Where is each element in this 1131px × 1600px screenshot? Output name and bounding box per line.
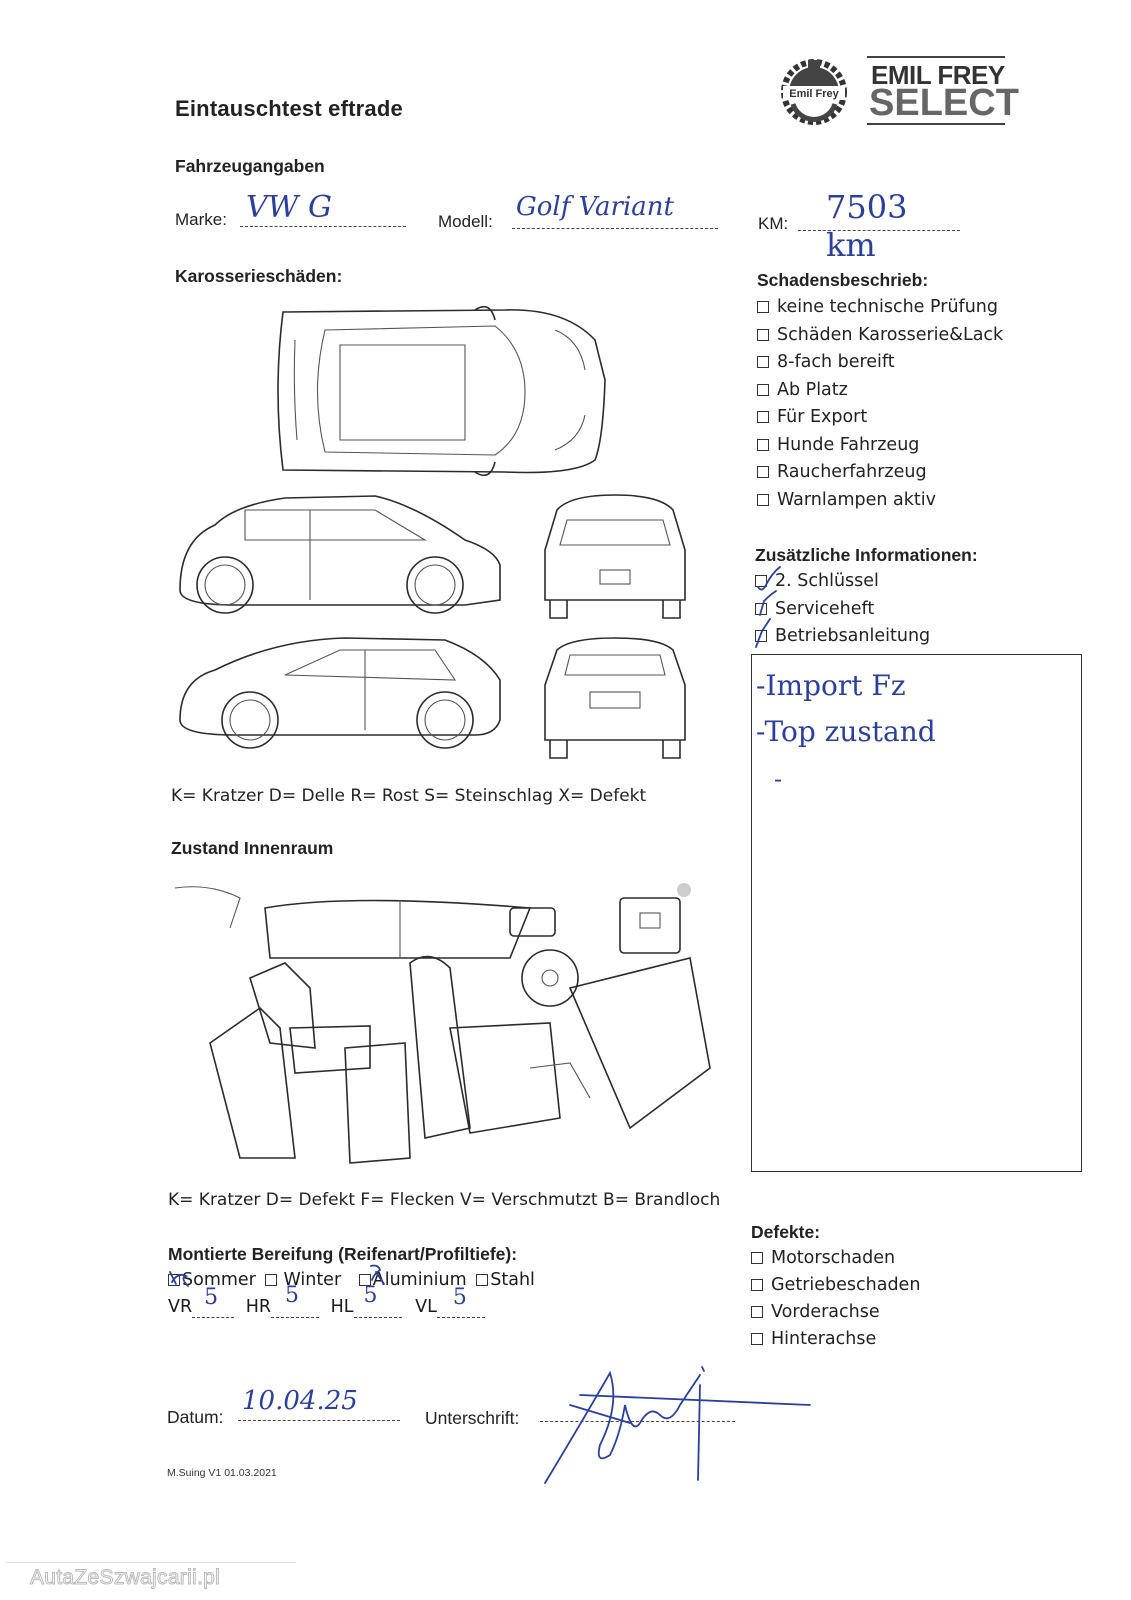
checkbox-schaeden-karosserie-lack[interactable] — [757, 325, 1003, 353]
checkbox-keine-technische-pruefung[interactable] — [757, 297, 1003, 325]
make-field[interactable] — [240, 190, 406, 230]
tire-type-label: Aluminium — [372, 1270, 467, 1290]
checkbox-hinterachse[interactable] — [751, 1329, 920, 1356]
model-value: Golf Variant — [516, 192, 674, 222]
checkbox-label: Hinterachse — [771, 1329, 877, 1349]
emil-frey-emblem-icon — [775, 52, 853, 126]
interior-legend: K= Kratzer D= Defekt F= Flecken V= Verschmutzt B= Brandloch — [168, 1190, 721, 1210]
tire-depth-vr[interactable] — [168, 1285, 234, 1317]
checkbox-icon[interactable] — [751, 1252, 763, 1264]
checkbox-label: Ab Platz — [777, 379, 848, 400]
note-line: - — [774, 765, 783, 793]
checkbox-label: Warnlampen aktiv — [777, 489, 936, 510]
checkbox-icon[interactable] — [757, 411, 769, 423]
car-body-diagram[interactable] — [175, 300, 715, 780]
checkbox-icon[interactable] — [757, 384, 769, 396]
body-damage-label: Karosserieschäden: — [175, 266, 343, 286]
brand-line-1: EMIL FREY — [871, 60, 1005, 90]
checkbox-label: Schäden Karosserie&Lack — [777, 324, 1004, 345]
tire-depth-vl[interactable] — [415, 1285, 485, 1317]
km-label: KM: — [758, 214, 789, 233]
checkbox-icon[interactable] — [751, 1333, 763, 1345]
checkbox-label: Vorderachse — [771, 1302, 880, 1322]
defects-section-label: Defekte: — [751, 1222, 821, 1242]
car-side-view-left[interactable] — [180, 638, 500, 748]
model-label: Modell: — [438, 212, 493, 231]
car-front-view[interactable] — [545, 495, 685, 618]
checkbox-motorschaden[interactable] — [751, 1248, 920, 1275]
tire-type-handwritten-marks-icon — [166, 1262, 386, 1292]
checkbox-hunde-fahrzeug[interactable] — [757, 435, 1003, 463]
handwritten-checkmarks-icon — [752, 565, 802, 655]
tire-depth-row — [168, 1283, 485, 1318]
checkbox-warnlampen-aktiv[interactable] — [757, 490, 1003, 518]
defects-list — [751, 1248, 920, 1356]
checkbox-label: Getriebeschaden — [771, 1275, 921, 1295]
checkbox-label: keine technische Prüfung — [777, 297, 998, 317]
checkbox-label: Betriebsanleitung — [775, 626, 931, 646]
note-line: -Import Fz — [756, 669, 906, 702]
checkbox-label: Hunde Fahrzeug — [777, 434, 920, 455]
checkbox-icon[interactable] — [757, 329, 769, 341]
date-field[interactable] — [238, 1386, 400, 1426]
checkbox-vorderachse[interactable] — [751, 1302, 920, 1329]
signature-field[interactable] — [540, 1365, 815, 1485]
model-field[interactable] — [512, 192, 718, 230]
km-field[interactable] — [798, 188, 960, 264]
damage-description-label: Schadensbeschrieb: — [757, 270, 929, 290]
checkbox-label: Für Export — [777, 407, 868, 427]
additional-info-label: Zusätzliche Informationen: — [755, 545, 978, 565]
checkbox-icon[interactable] — [757, 356, 769, 368]
checkbox-icon[interactable] — [751, 1279, 763, 1291]
handwritten-signature-icon — [540, 1365, 815, 1485]
tire-depth-value: 5 — [452, 1285, 467, 1310]
checkbox-raucherfahrzeug[interactable] — [757, 462, 1003, 490]
brand-line-2: SELECT — [869, 82, 1019, 124]
watermark-rule — [6, 1562, 296, 1563]
tire-depth-label: VL — [415, 1297, 437, 1317]
notes-box[interactable] — [751, 654, 1082, 1172]
car-rear-view[interactable] — [545, 638, 685, 758]
tire-type-label: Sommer — [182, 1270, 256, 1290]
checkbox-label: 8-fach bereift — [777, 352, 895, 372]
checkbox-icon[interactable] — [757, 439, 769, 451]
tire-depth-value: 5 — [285, 1283, 300, 1308]
tire-depth-hr[interactable] — [245, 1283, 319, 1317]
checkbox-label: Motorschaden — [771, 1248, 896, 1268]
tire-depth-value: 5 — [204, 1285, 219, 1310]
make-value: VW G — [246, 190, 333, 225]
document-title: Eintauschtest eftrade — [175, 96, 403, 121]
checkbox-getriebeschaden[interactable] — [751, 1275, 920, 1302]
emil-frey-logo — [775, 52, 1019, 126]
body-damage-legend: K= Kratzer D= Delle R= Rost S= Steinschlag X= Defekt — [171, 786, 647, 806]
checkbox-icon[interactable] — [757, 301, 769, 313]
tire-depth-hl[interactable] — [330, 1283, 402, 1317]
make-label: Marke: — [175, 210, 227, 229]
vehicle-section-label: Fahrzeugangaben — [175, 156, 325, 176]
tire-type-label: Stahl — [490, 1270, 535, 1290]
checkbox-ab-platz[interactable] — [757, 380, 1003, 408]
checkbox-icon[interactable] — [476, 1274, 488, 1286]
car-top-view[interactable] — [278, 307, 605, 476]
date-label: Datum: — [167, 1407, 224, 1427]
car-interior-diagram[interactable] — [170, 868, 715, 1168]
tire-type-stahl[interactable] — [476, 1270, 535, 1290]
tire-depth-label: VR — [168, 1297, 193, 1317]
damage-description-list — [757, 297, 1003, 517]
form-version: M.Suing V1 01.03.2021 — [167, 1467, 277, 1479]
note-line: -Top zustand — [756, 715, 936, 748]
date-value: 10.04.25 — [242, 1386, 358, 1416]
tire-depth-value: 5 — [363, 1283, 378, 1308]
watermark: AutaZeSzwajcarii.pl — [30, 1566, 221, 1589]
car-side-view-right[interactable] — [180, 496, 500, 613]
checkbox-icon[interactable] — [757, 494, 769, 506]
checkbox-icon[interactable] — [751, 1306, 763, 1318]
emblem-text: Emil Frey — [789, 88, 839, 100]
checkbox-fuer-export[interactable] — [757, 407, 1003, 435]
tire-depth-label: HL — [330, 1297, 354, 1317]
checkbox-label: 2. Schlüssel — [775, 571, 879, 591]
tires-section-label: Montierte Bereifung (Reifenart/Profiltiefe): — [168, 1244, 518, 1264]
tire-depth-label: HR — [245, 1297, 272, 1317]
km-value: 7503 km — [826, 188, 908, 264]
tire-type-label: Winter — [283, 1270, 342, 1290]
checkbox-8-fach-bereift[interactable] — [757, 352, 1003, 380]
checkbox-label: Raucherfahrzeug — [777, 462, 927, 482]
checkbox-label: Serviceheft — [775, 598, 875, 619]
signature-label: Unterschrift: — [425, 1408, 520, 1428]
checkbox-icon[interactable] — [757, 466, 769, 478]
interior-section-label: Zustand Innenraum — [171, 838, 334, 858]
